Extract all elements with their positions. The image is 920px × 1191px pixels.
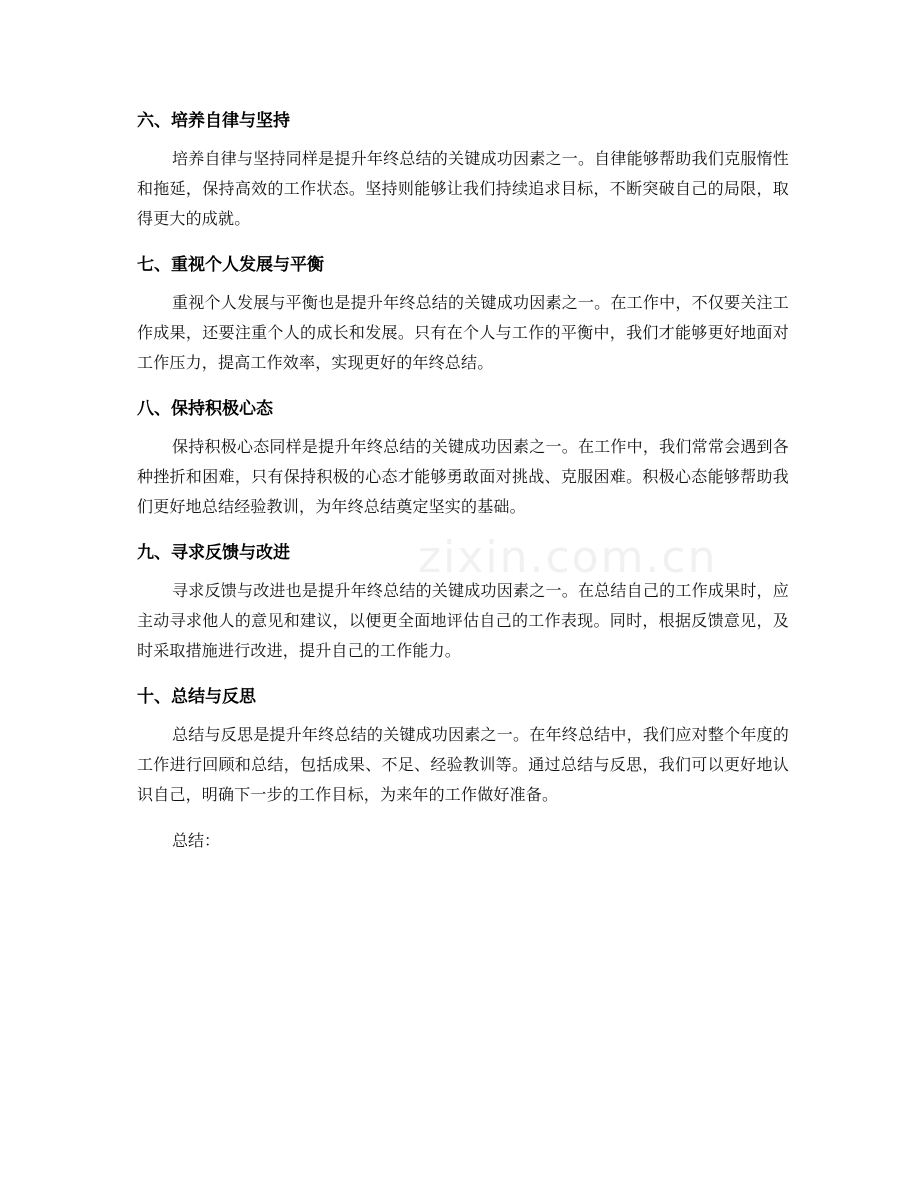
section-paragraph: 培养自律与坚持同样是提升年终总结的关键成功因素之一。自律能够帮助我们克服惰性和拖延，保持高效的工作状态。坚持则能够让我们持续追求目标，不断突破自己的局限，取得更大的成就。 bbox=[137, 149, 789, 228]
section-heading: 六、培养自律与坚持 bbox=[137, 111, 290, 131]
section-heading: 七、重视个人发展与平衡 bbox=[137, 255, 324, 275]
section-paragraph: 总结与反思是提升年终总结的关键成功因素之一。在年终总结中，我们应对整个年度的工作进行回顾和总结，包括成果、不足、经验教训等。通过总结与反思，我们可以更好地认识自己，明确下一步的工作目标，为来年的工作做好准备。 bbox=[137, 725, 789, 804]
section-paragraph: 重视个人发展与平衡也是提升年终总结的关键成功因素之一。在工作中，不仅要关注工作成果，还要注重个人的成长和发展。只有在个人与工作的平衡中，我们才能够更好地面对工作压力，提高工作效率，实现更好的年终总结。 bbox=[137, 293, 789, 372]
watermark: zixin.com.cn bbox=[418, 532, 718, 583]
document-content bbox=[137, 104, 789, 856]
section-paragraph: 寻求反馈与改进也是提升年终总结的关键成功因素之一。在总结自己的工作成果时，应主动寻求他人的意见和建议，以便更全面地评估自己的工作表现。同时，根据反馈意见，及时采取措施进行改进，提升自己的工作能力。 bbox=[137, 581, 789, 660]
section-9 bbox=[137, 536, 789, 680]
section-7 bbox=[137, 248, 789, 392]
summary-label: 总结： bbox=[172, 831, 221, 850]
section-heading: 九、寻求反馈与改进 bbox=[137, 543, 290, 563]
section-heading: 十、总结与反思 bbox=[137, 687, 256, 707]
section-6 bbox=[137, 104, 789, 248]
section-paragraph: 保持积极心态同样是提升年终总结的关键成功因素之一。在工作中，我们常常会遇到各种挫折和困难，只有保持积极的心态才能够勇敢面对挑战、克服困难。积极心态能够帮助我们更好地总结经验教训，为年终总结奠定坚实的基础。 bbox=[137, 437, 789, 516]
section-heading: 八、保持积极心态 bbox=[137, 399, 273, 419]
section-8 bbox=[137, 392, 789, 536]
section-10 bbox=[137, 680, 789, 824]
